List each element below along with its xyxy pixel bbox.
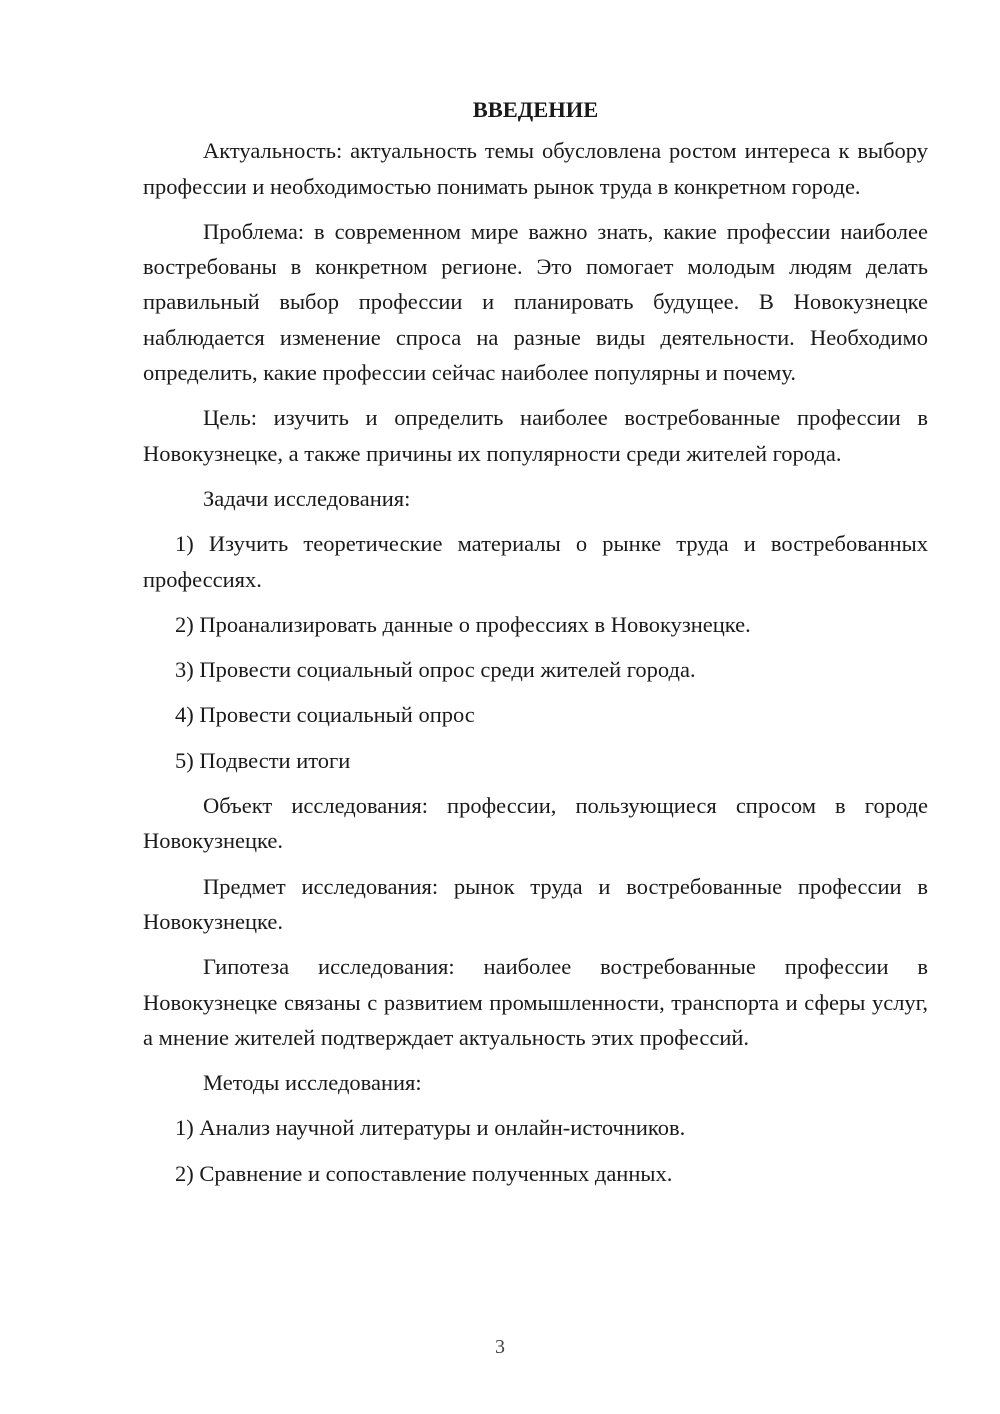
subject-paragraph: Предмет исследования: рынок труда и востребованные профессии в Новокузнецке. (143, 873, 928, 934)
task-item: 4) Провести социальный опрос (175, 702, 475, 728)
task-item: 2) Проанализировать данные о профессиях в Новокузнецке. (175, 611, 751, 637)
tasks-label: Задачи исследования: (203, 485, 411, 511)
task-item: 5) Подвести итоги (175, 747, 351, 773)
problem-paragraph: Проблема: в современном мире важно знать, какие профессии наиболее востребованы в конкретном регионе. Это помогает молодым людям делать правильный выбор профессии и планировать будущее. В Новокузнецке наблюдается изменение спроса на разные виды деятельности. Необходимо определить, какие профессии сейчас наиболее популярны и почему. (143, 218, 928, 386)
task-item: 3) Провести социальный опрос среди жителей города. (175, 657, 696, 683)
section-title: ВВЕДЕНИЕ (472, 97, 599, 122)
relevance-paragraph: Актуальность: актуальность темы обусловлена ростом интереса к выбору профессии и необходимостью понимать рынок труда в конкретном городе. (143, 138, 928, 199)
hypothesis-paragraph: Гипотеза исследования: наиболее востребованные профессии в Новокузнецке связаны с развитием промышленности, транспорта и сферы услуг, а мнение жителей подтверждает актуальность этих профессий. (143, 954, 928, 1050)
page-number: 3 (495, 1336, 505, 1358)
method-item: 1) Анализ научной литературы и онлайн-источников. (175, 1115, 686, 1141)
method-item: 2) Сравнение и сопоставление полученных данных. (175, 1160, 673, 1186)
object-paragraph: Объект исследования: профессии, пользующиеся спросом в городе Новокузнецке. (143, 793, 928, 854)
goal-paragraph: Цель: изучить и определить наиболее востребованные профессии в Новокузнецке, а также причины их популярности среди жителей города. (143, 405, 928, 466)
task-item: 1) Изучить теоретические материалы о рынке труда и востребованных профессиях. (143, 531, 928, 592)
methods-label: Методы исследования: (203, 1070, 422, 1096)
page-body (143, 92, 928, 1201)
